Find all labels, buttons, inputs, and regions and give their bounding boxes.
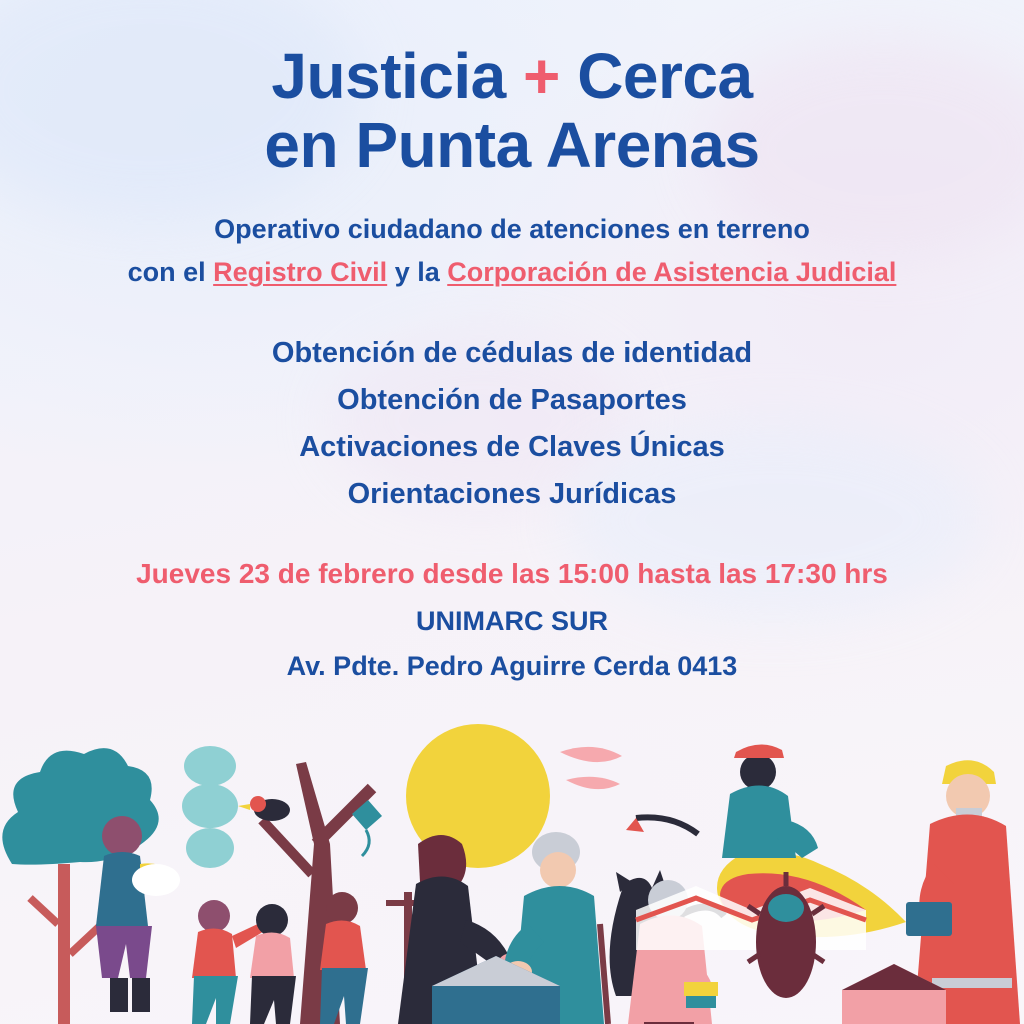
title-line-1 [0, 42, 1024, 111]
partner-link-registro-civil[interactable]: Registro Civil [213, 257, 388, 288]
title-line-2: en Punta Arenas [264, 109, 760, 182]
woodpecker-on-trunk [238, 796, 290, 821]
event-address: Av. Pdte. Pedro Aguirre Cerda 0413 [286, 651, 738, 682]
title-plus-symbol: + [523, 40, 560, 112]
pink-bird-shape [560, 747, 622, 762]
person-running-orange [320, 892, 368, 1024]
illustration-band [0, 724, 1024, 1024]
subtitle-mid: y la [387, 257, 448, 288]
person-running-pink [250, 904, 296, 1024]
service-item: Activaciones de Claves Únicas [299, 431, 725, 464]
person-walking-purple [96, 816, 180, 1012]
page-title [0, 42, 1024, 180]
service-item: Orientaciones Jurídicas [347, 478, 677, 511]
pink-bird-shape-2 [566, 777, 620, 789]
title-part-a: Justicia [271, 40, 524, 112]
subtitle-prefix: con el [127, 257, 214, 288]
service-item: Obtención de cédulas de identidad [271, 337, 753, 370]
partner-link-corporacion-asistencia-judicial[interactable]: Corporación de Asistencia Judicial [447, 257, 897, 288]
services-list [0, 330, 1024, 518]
subtitle-partners [0, 257, 1024, 288]
subtitle-primary: Operativo ciudadano de atenciones en terreno [214, 214, 810, 245]
service-item: Obtención de Pasaportes [337, 384, 687, 417]
teal-oval-plant [182, 746, 238, 868]
event-datetime: Jueves 23 de febrero desde las 15:00 hasta las 17:30 hrs [136, 558, 888, 590]
event-venue: UNIMARC SUR [416, 606, 608, 637]
title-part-b: Cerca [559, 40, 753, 112]
